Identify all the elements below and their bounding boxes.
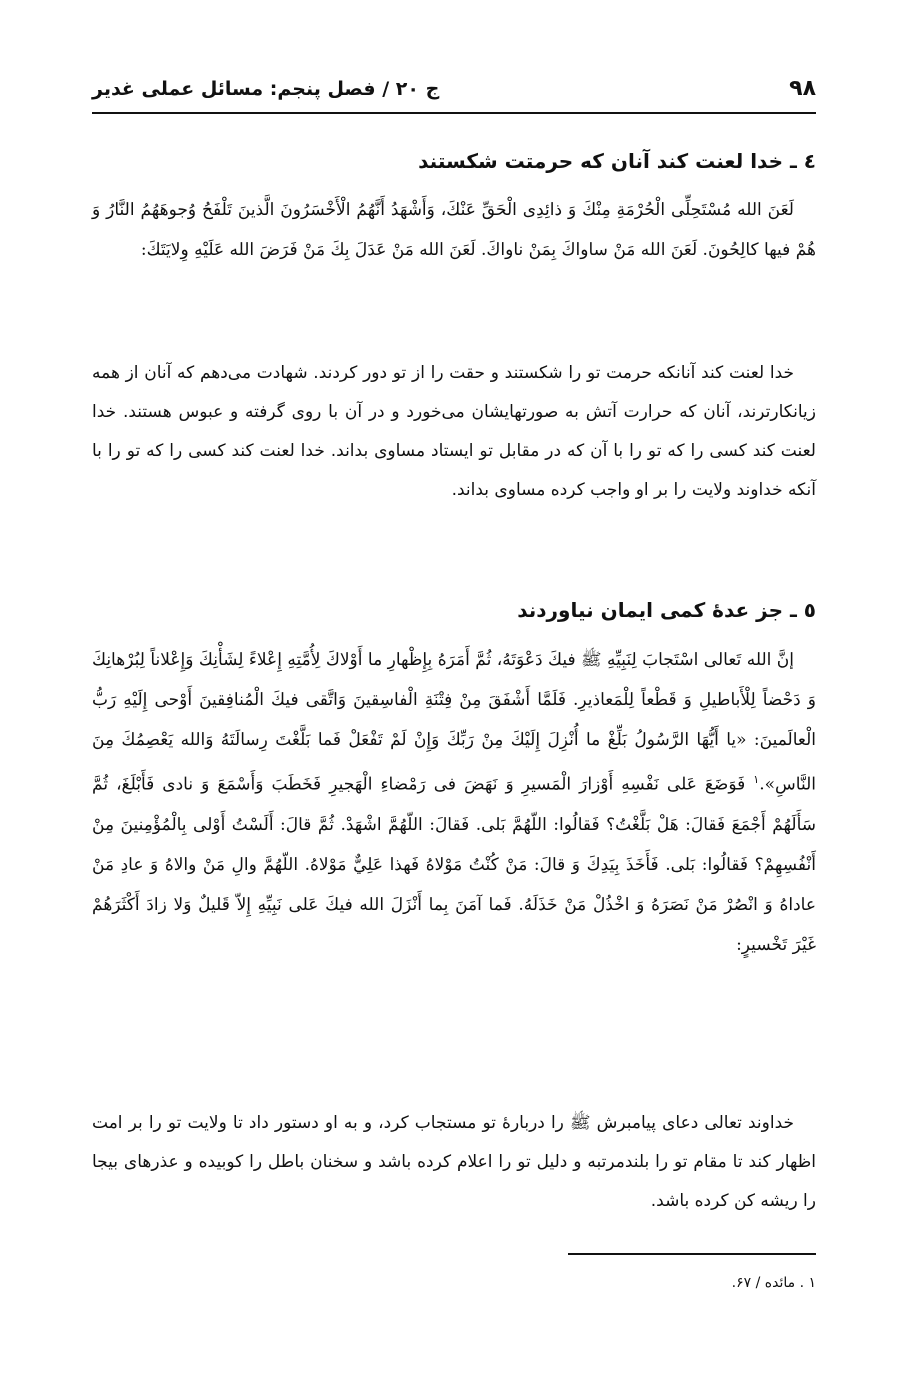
footnote-marker[interactable]: ١ [753, 773, 760, 786]
document-page [92, 0, 816, 1390]
persian-translation-paragraph: خداوند تعالى دعاى پيامبرش ﷺ را دربارۀ تو مستجاب كرد، و به او دستور داد تا ولايت تو را بر امت اظهار كند تا مقام تو را بلندمرتبه و دليل تو را اعلام كرده باشد و سخنان باطل را كوبيده و عذرهاى بيجا را ريشه كن كرده باشد. [92, 1113, 816, 1211]
footnote: ١ . مائده / ۶۷. [731, 1275, 816, 1291]
footnote-divider [568, 1253, 816, 1255]
section-heading: ٤ ـ خدا لعنت كند آنان كه حرمتت شكستند [418, 149, 816, 173]
arabic-text-part: فَوَضَعَ عَلى نَفْسِهِ أَوْزارَ الْمَسيرِ وَ نَهَضَ فى رَمْضاءِ الْهَجيرِ فَخَطَبَ وَأَسْمَعَ وَ نادى فَأَبْلَغَ، ثُمَّ سَأَلَهُمْ أَجْمَعَ فَقالَ: هَلْ بَلَّغْتُ؟ فَقالُوا: اللّهُمَّ بَلى. فَقالَ: اللّهُمَّ اشْهَدْ. ثُمَّ قالَ: أَلَسْتُ أَوْلى بِالْمُؤْمِنينَ مِنْ أَنْفُسِهِمْ؟ فَقالُوا: بَلى. فَأَخَذَ بِيَدِكَ وَ قالَ: مَنْ كُنْتُ مَوْلاهُ فَهذا عَلِيٌّ مَوْلاهُ. اللّهُمَّ والِ مَنْ والاهُ وَ عادِ مَنْ عاداهُ وَ انْصُرْ مَنْ نَصَرَهُ وَ اخْذُلْ مَنْ خَذَلَهُ. فَما آمَنَ بِما أَنْزَلَ الله فيكَ عَلى نَبِيِّهِ إِلاّ قَليلٌ وَلا زادَ أَكْثَرَهُمْ غَيْرَ تَخْسيرٍ: [92, 774, 816, 955]
arabic-text-part: إنَّ الله تَعالى اسْتَجابَ لِنَبِيِّهِ ﷺ فيكَ دَعْوَتَهُ، ثُمَّ أَمَرَهُ بِإِظْهارِ ما أَوْلاكَ لِأُمَّتِهِ إِعْلاءً لِشَأْنِكَ وَإِعْلاناً لِبُرْهانِكَ وَ دَحْضاً لِلْأَباطيلِ وَ قَطْعاً لِلْمَعاذيرِ. فَلَمَّا أَشْفَقَ مِنْ فِتْنَةِ الْفاسِقينَ وَاتَّقى فيكَ الْمُنافِقينَ أَوْحى إِلَيْهِ رَبُّ الْعالَمينَ: «يا أَيُّهَا الرَّسُولُ بَلِّغْ ما أُنْزِلَ إِلَيْكَ مِنْ رَبِّكَ وَإِنْ لَمْ تَفْعَلْ فَما بَلَّغْتَ رِسالَتَهُ وَالله يَعْصِمُكَ مِنَ النَّاسِ». [92, 650, 816, 795]
arabic-paragraph [92, 640, 816, 965]
arabic-paragraph: لَعَنَ الله مُسْتَحِلِّى الْحُرْمَةِ مِنْكَ وَ ذائِدِى الْحَقِّ عَنْكَ، وَأَشْهَدُ أَنَّهُمُ الْأَخْسَرُونَ الَّذينَ تَلْفَحُ وُجوهَهُمُ النَّارُ وَ هُمْ فيها كالِحُونَ. لَعَنَ الله مَنْ ساواكَ بِمَنْ ناواكَ. لَعَنَ الله مَنْ عَدَلَ بِكَ مَنْ فَرَضَ الله عَلَيْهِ وِلايَتَكَ: [92, 200, 816, 260]
chapter-title: ج ۲۰ / فصل پنجم: مسائل عملی غدیر [92, 78, 440, 100]
section-heading: ٥ ـ جز عدۀ كمى ايمان نياوردند [517, 598, 816, 622]
running-header [92, 72, 816, 114]
persian-translation-paragraph: خدا لعنت كند آنانكه حرمت تو را شكستند و حقت را از تو دور كردند. شهادت مى‌دهم كه آنان از همه زيانكارترند، آنان كه حرارت آتش به صورتهايشان مى‌خورد و در آن با روى گرفته و عبوس هستند. خدا لعنت كند كسى را كه تو را با آن كه در مقابل تو ايستاد مساوى بداند. خدا لعنت كند كسى را كه تو را با آنكه خداوند ولايت را بر او واجب كرده مساوى بداند. [92, 363, 816, 500]
page-number: ۹۸ [789, 76, 816, 101]
